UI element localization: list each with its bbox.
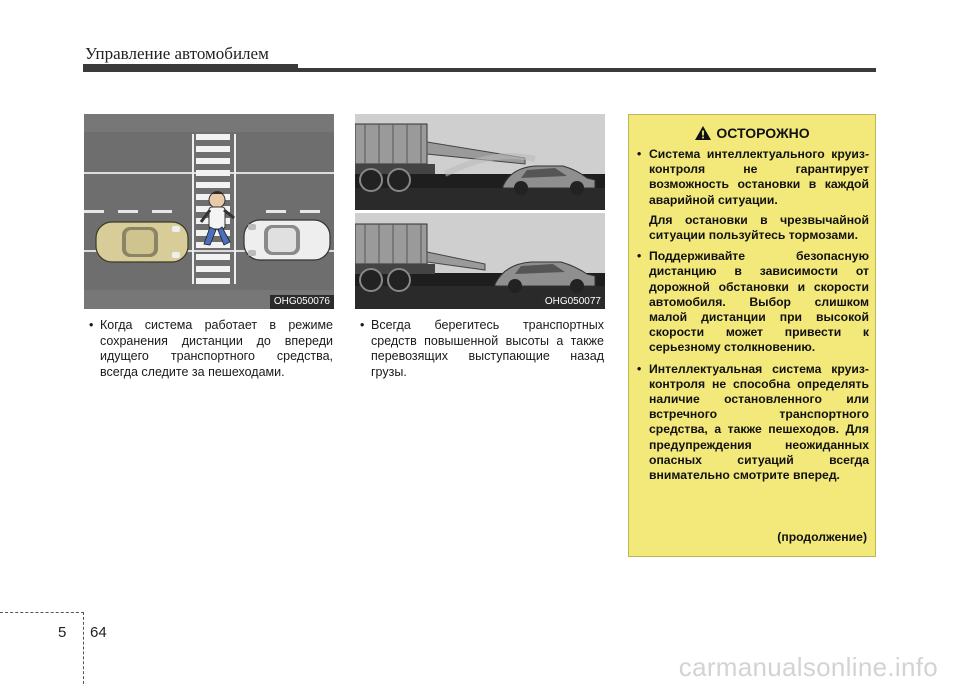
crosswalk-note-text: Когда система работает в режиме сохранения дистанции до впереди идущего транспортного средства, всегда следите за пешеходами. bbox=[100, 318, 333, 379]
truck-note-text: Всегда берегитесь транспортных средств повышенной высоты а также перевозящих выступающие назад грузы. bbox=[371, 318, 604, 379]
page-number: 64 bbox=[90, 624, 107, 641]
figure-code: OHG050076 bbox=[270, 295, 334, 309]
warning-item bbox=[637, 249, 869, 355]
warning-paragraph: Поддерживайте безопасную дистанцию в зависимости от дорожной обстановки и скорости автомобиля. Выбор слишком малой дистанции при высокой скорости может привести к серьезному столкновению. bbox=[649, 249, 869, 355]
crosswalk-note bbox=[89, 318, 333, 380]
crosswalk-illustration bbox=[84, 114, 334, 309]
warning-paragraph: Интеллектуальная система круиз-контроля не способна определять наличие остановленного или встречного транспортного средства, а также пешеходов. Для предупреждения неожиданных опасных ситуаций всегда внимательно смотрите вперед. bbox=[649, 361, 869, 483]
continued-label: (продолжение) bbox=[777, 530, 867, 544]
truck-illustration bbox=[355, 114, 605, 309]
bullet: • bbox=[89, 318, 94, 332]
footer-rule bbox=[83, 612, 85, 684]
bullet: • bbox=[637, 361, 642, 376]
bullet: • bbox=[360, 318, 365, 332]
header-rule bbox=[83, 68, 876, 72]
bullet: • bbox=[637, 249, 642, 264]
warning-item bbox=[637, 147, 869, 243]
figure-crosswalk bbox=[84, 114, 334, 309]
warning-heading bbox=[629, 125, 875, 141]
figure-code: OHG050077 bbox=[541, 295, 605, 309]
section-title: Управление автомобилем bbox=[85, 44, 269, 63]
warning-paragraph: Система интеллектуального круиз-контроля не гарантирует возможность остановки в каждой аварийной ситуации. bbox=[649, 147, 869, 207]
warning-box bbox=[628, 114, 876, 557]
truck-note bbox=[360, 318, 604, 380]
warning-paragraph: Для остановки в чрезвычайной ситуации пользуйтесь тормозами. bbox=[649, 212, 869, 243]
bullet: • bbox=[637, 147, 642, 161]
warning-triangle-icon bbox=[694, 125, 712, 141]
warning-title: ОСТОРОЖНО bbox=[716, 125, 810, 141]
watermark: carmanualsonline.info bbox=[678, 652, 938, 682]
warning-item bbox=[637, 362, 869, 484]
chapter-number: 5 bbox=[58, 624, 67, 641]
footer-rule bbox=[0, 612, 84, 614]
warning-list bbox=[637, 147, 869, 489]
figure-truck bbox=[355, 114, 605, 309]
